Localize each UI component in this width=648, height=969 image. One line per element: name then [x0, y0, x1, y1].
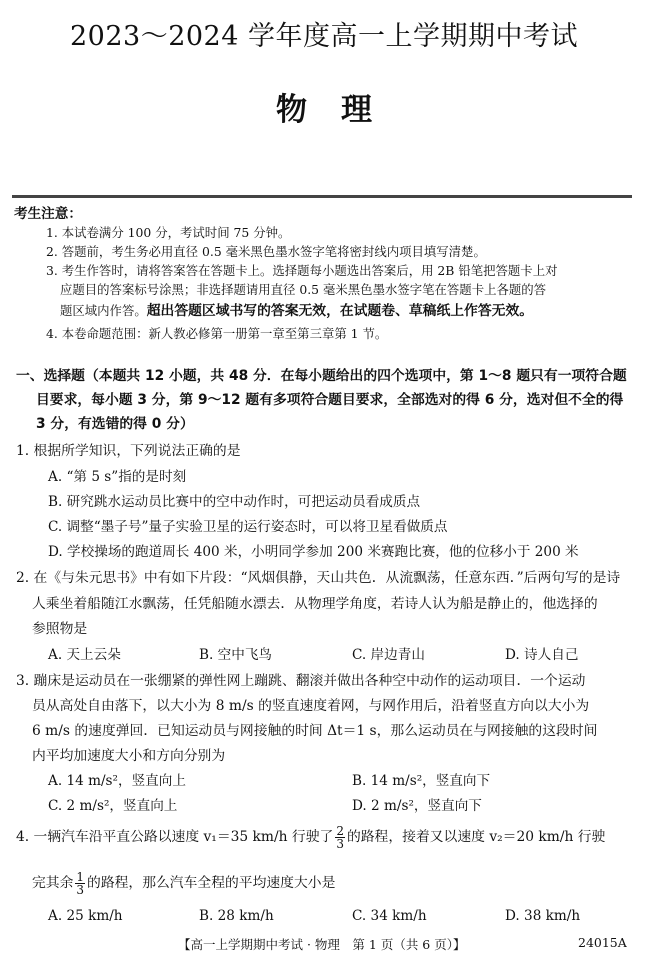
- q3-line-3: 6 m/s 的速度弹回．已知运动员与网接触的时间 Δt＝1 s，那么运动员在与网接触的这段时间: [32, 723, 598, 739]
- q1-option-d: D. 学校操场的跑道周长 400 米，小明同学参加 200 米赛跑比赛，他的位移小于 200 米: [48, 544, 579, 560]
- q2-option-c: C. 岸边青山: [352, 647, 425, 663]
- subject-title: 物理: [276, 92, 406, 128]
- q2-line-1: 2. 在《与朱元思书》中有如下片段：“风烟俱静，天山共色．从流飘荡，任意东西．”后两句写的是诗: [16, 570, 621, 586]
- fraction-denominator: 3: [76, 883, 85, 897]
- q3-line-4: 内平均加速度大小和方向分别为: [32, 748, 226, 764]
- q4-line-2-b: 的路程，那么汽车全程的平均速度大小是: [87, 875, 336, 891]
- notice-heading: 考生注意：: [14, 206, 82, 222]
- q4-option-d: D. 38 km/h: [505, 908, 581, 924]
- q4-line-1-a: 4. 一辆汽车沿平直公路以速度 v₁＝35 km/h 行驶了: [16, 829, 334, 845]
- q3-line-2: 员从高处自由落下，以大小为 8 m/s 的竖直速度着网，与网作用后，沿着竖直方向以大小为: [32, 698, 590, 714]
- page-footer: 【高一上学期期中考试 · 物理 第 1 页（共 6 页）】: [178, 937, 466, 952]
- q2-option-b: B. 空中飞鸟: [199, 647, 273, 663]
- q2-option-d: D. 诗人自己: [505, 647, 579, 663]
- section-header-line-3: 3 分，有选错的得 0 分）: [36, 416, 194, 432]
- fraction-numerator: 2: [336, 824, 344, 838]
- q1-option-c: C. 调整“墨子号”量子实验卫星的运行姿态时，可以将卫星看做质点: [48, 519, 448, 535]
- notice-item-3: 3. 考生作答时，请将答案答在答题卡上。选择题每小题选出答案后，用 2B 铅笔把答题卡上对: [46, 263, 558, 278]
- q3-option-c: C. 2 m/s²，竖直向上: [48, 798, 178, 814]
- q3-option-d: D. 2 m/s²，竖直向下: [352, 798, 482, 814]
- paper-code: 24015A: [578, 935, 627, 950]
- header-divider: [12, 195, 632, 198]
- q4-line-1-b: 的路程，接着又以速度 v₂＝20 km/h 行驶: [346, 829, 606, 845]
- notice-item-3-cont: 应题目的答案标号涂黑；非选择题请用直径 0.5 毫米黑色墨水签字笔在答题卡上各题的答: [60, 282, 547, 297]
- q1-option-b: B. 研究跳水运动员比赛中的空中动作时，可把运动员看成质点: [48, 494, 421, 510]
- fraction-numerator: 1: [76, 870, 85, 884]
- q2-line-2: 人乘坐着船随江水飘荡，任凭船随水漂去．从物理学角度，若诗人认为船是静止的，他选择的: [32, 596, 598, 612]
- notice-item-4: 4. 本卷命题范围：新人教必修第一册第一章至第三章第 1 节。: [46, 326, 388, 341]
- q1-stem: 1. 根据所学知识，下列说法正确的是: [16, 443, 241, 459]
- q4-option-a: A. 25 km/h: [48, 908, 123, 924]
- q3-option-a: A. 14 m/s²，竖直向上: [48, 773, 186, 789]
- q2-option-a: A. 天上云朵: [48, 647, 121, 663]
- fraction-denominator: 3: [336, 837, 344, 851]
- notice-item-2: 2. 答题前，考生务必用直径 0.5 毫米黑色墨水签字笔将密封线内项目填写清楚。: [46, 244, 486, 259]
- q4-option-b: B. 28 km/h: [199, 908, 274, 924]
- fraction-two-thirds: [335, 825, 345, 850]
- q4-line-2: [32, 869, 335, 897]
- q1-option-a: A. “第 5 s”指的是时刻: [48, 469, 187, 485]
- notice-warning: 超出答题区域书写的答案无效，在试题卷、草稿纸上作答无效。: [146, 303, 534, 319]
- fraction-one-third: [75, 871, 85, 896]
- notice-item-3-cont2: [60, 302, 533, 320]
- q3-line-1: 3. 蹦床是运动员在一张绷紧的弹性网上蹦跳、翻滚并做出各种空中动作的运动项目．一个运动: [16, 673, 586, 689]
- notice-item-3-pre: 题区域内作答。: [60, 303, 147, 318]
- q4-line-1: [16, 823, 605, 851]
- section-header-line-1: 一、选择题（本题共 12 小题，共 48 分．在每小题给出的四个选项中，第 1～8 题只有一项符合题: [16, 368, 627, 384]
- q4-line-2-a: 完其余: [32, 875, 74, 891]
- exam-title: 2023～2024 学年度高一上学期期中考试: [69, 21, 578, 52]
- q2-line-3: 参照物是: [32, 621, 88, 637]
- q4-option-c: C. 34 km/h: [352, 908, 427, 924]
- section-header-line-2: 目要求，每小题 3 分，第 9～12 题有多项符合题目要求，全部选对的得 6 分，选对但不全的得: [36, 392, 624, 408]
- q3-option-b: B. 14 m/s²，竖直向下: [352, 773, 491, 789]
- notice-item-1: 1. 本试卷满分 100 分，考试时间 75 分钟。: [46, 225, 291, 240]
